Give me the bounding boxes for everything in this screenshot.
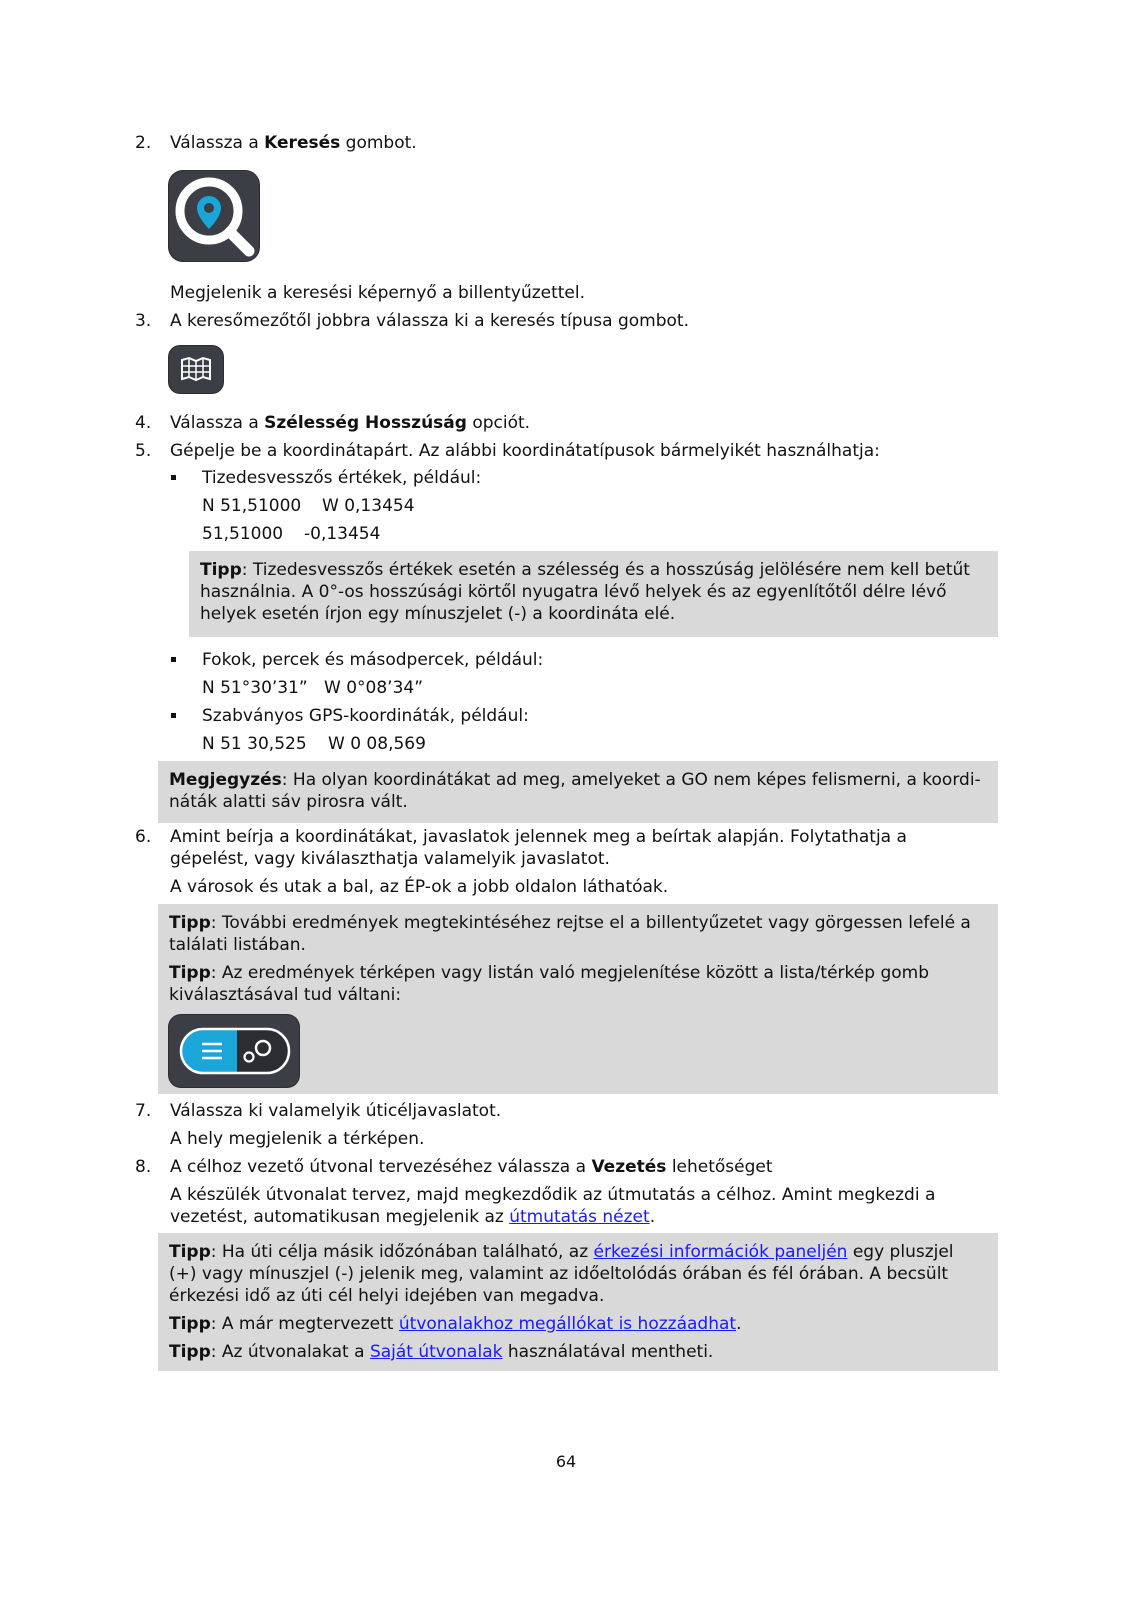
bullet-3-label: Szabványos GPS-koordináták, például: bbox=[202, 706, 529, 726]
step-number: 4. bbox=[135, 413, 152, 433]
tip-line: (+) vagy mínuszjel (-) jelenik meg, valamint az időeltolódás órában és fél órában. A becsült bbox=[169, 1264, 949, 1284]
example-value: N 51,51000 bbox=[202, 496, 302, 516]
bold-keyword: Vezetés bbox=[591, 1157, 667, 1177]
tip-line bbox=[200, 559, 970, 581]
tip-text: : Az útvonalakat a bbox=[210, 1342, 370, 1362]
step-text-part: . bbox=[649, 1207, 656, 1227]
step-text-part: Válassza a bbox=[170, 413, 265, 433]
tip-text: : Tizedesvesszős értékek esetén a szélesség és a hosszúság jelölésére nem kell betűt bbox=[241, 560, 970, 580]
step-3-text: A keresőmezőtől jobbra válassza ki a keresés típusa gombot. bbox=[170, 311, 689, 331]
tip-text: : A már megtervezett bbox=[210, 1314, 399, 1334]
step-number: 6. bbox=[135, 827, 152, 847]
step-text-part: lehetőséget bbox=[666, 1157, 773, 1177]
example-value: W 0,13454 bbox=[322, 496, 415, 516]
step-7-text: Válassza ki valamelyik úticéljavaslatot. bbox=[170, 1101, 502, 1121]
tip-label: Tipp bbox=[169, 1242, 211, 1262]
tip-box bbox=[158, 1233, 998, 1371]
step-8-text bbox=[170, 1206, 655, 1228]
step-2-note: Megjelenik a keresési képernyő a billentyűzettel. bbox=[170, 283, 586, 303]
step-text-part: opciót. bbox=[466, 413, 531, 433]
bullet-2-label: Fokok, percek és másodpercek, például: bbox=[202, 650, 544, 670]
note-line: náták alatti sáv pirosra vált. bbox=[169, 792, 408, 812]
tip-text: : További eredmények megtekintéséhez rejtse el a billentyűzetet vagy görgessen lefelé a bbox=[210, 913, 971, 933]
step-text-part: Válassza a bbox=[170, 133, 265, 153]
step-8-text: A készülék útvonalat tervez, majd megkezdődik az útmutatás a célhoz. Amint megkezdi a bbox=[170, 1185, 936, 1205]
note-box bbox=[158, 761, 998, 823]
search-type-button[interactable] bbox=[169, 346, 223, 393]
tip-label: Tipp bbox=[169, 1342, 211, 1362]
map-grid-icon bbox=[169, 346, 223, 393]
list-map-toggle-button[interactable] bbox=[169, 1015, 299, 1087]
page-number: 64 bbox=[555, 1452, 577, 1471]
search-pin-icon bbox=[169, 171, 259, 261]
tip-text: használatával mentheti. bbox=[502, 1342, 714, 1362]
step-5-text: Gépelje be a koordinátapárt. Az alábbi koordinátatípusok bármelyikét használhatja: bbox=[170, 441, 880, 461]
step-text-part: gombot. bbox=[340, 133, 417, 153]
example-value: N 51 30,525 bbox=[202, 734, 307, 754]
tip-line: érkezési idő az úti cél helyi idejében van megadva. bbox=[169, 1286, 605, 1306]
tip-line bbox=[169, 1241, 954, 1263]
guidance-view-link[interactable]: útmutatás nézet bbox=[509, 1207, 650, 1227]
example-value: -0,13454 bbox=[304, 524, 381, 544]
tip-label: Tipp bbox=[200, 560, 242, 580]
arrival-info-panel-link[interactable]: érkezési információk paneljén bbox=[593, 1242, 848, 1262]
example-value: W 0 08,569 bbox=[328, 734, 426, 754]
note-line bbox=[169, 769, 981, 791]
my-routes-link[interactable]: Saját útvonalak bbox=[369, 1342, 503, 1362]
tip-line bbox=[169, 912, 971, 934]
step-6-text: A városok és utak a bal, az ÉP-ok a jobb oldalon láthatóak. bbox=[170, 877, 669, 897]
tip-line: találati listában. bbox=[169, 935, 306, 955]
tip-label: Tipp bbox=[169, 1314, 211, 1334]
step-6-text: gépelést, vagy kiválaszthatja valamelyik javaslatot. bbox=[170, 849, 610, 869]
note-label: Megjegyzés bbox=[169, 770, 282, 790]
step-6-text: Amint beírja a koordinátákat, javaslatok jelennek meg a beírtak alapján. Folytathatja a bbox=[170, 827, 907, 847]
step-text-part: A célhoz vezető útvonal tervezéséhez válassza a bbox=[170, 1157, 592, 1177]
search-button[interactable] bbox=[169, 171, 259, 261]
bullet-1-label: Tizedesvesszős értékek, például: bbox=[202, 468, 482, 488]
example-value: W 0°08’34” bbox=[324, 678, 424, 698]
example-value: N 51°30’31” bbox=[202, 678, 308, 698]
tip-box bbox=[189, 551, 998, 637]
bullet-marker bbox=[171, 475, 176, 480]
step-number: 2. bbox=[135, 133, 152, 153]
tip-line: használnia. A 0°-os hosszúsági körtől nyugatra lévő helyek és az egyenlítőtől délre lévő bbox=[200, 582, 947, 602]
tip-text: : Az eredmények térképen vagy listán való megjelenítése között a lista/térkép gomb bbox=[210, 963, 929, 983]
tip-label: Tipp bbox=[169, 963, 211, 983]
note-text: : Ha olyan koordinátákat ad meg, amelyeket a GO nem képes felismerni, a koordi- bbox=[281, 770, 981, 790]
tip-line bbox=[169, 1341, 713, 1363]
tip-line bbox=[169, 1313, 741, 1335]
step-text-part: vezetést, automatikusan megjelenik az bbox=[170, 1207, 510, 1227]
step-number: 8. bbox=[135, 1157, 152, 1177]
tip-line bbox=[169, 962, 929, 984]
step-number: 5. bbox=[135, 441, 152, 461]
step-number: 7. bbox=[135, 1101, 152, 1121]
step-8-text bbox=[170, 1156, 773, 1178]
bullet-marker bbox=[171, 713, 176, 718]
tip-box bbox=[158, 904, 998, 1094]
step-4-text bbox=[170, 412, 530, 434]
list-map-toggle-icon bbox=[169, 1015, 299, 1087]
tip-line: kiválasztásával tud váltani: bbox=[169, 985, 402, 1005]
add-stops-link[interactable]: útvonalakhoz megállókat is hozzáadhat bbox=[398, 1314, 737, 1334]
tip-text: egy pluszjel bbox=[847, 1242, 954, 1262]
step-7-note: A hely megjelenik a térképen. bbox=[170, 1129, 425, 1149]
tip-text: . bbox=[736, 1314, 742, 1334]
tip-text: : Ha úti célja másik időzónában található, az bbox=[210, 1242, 594, 1262]
tip-line: helyek esetén írjon egy mínuszjelet (-) a koordináta elé. bbox=[200, 604, 676, 624]
example-value: 51,51000 bbox=[202, 524, 284, 544]
bold-keyword: Keresés bbox=[264, 133, 341, 153]
step-number: 3. bbox=[135, 311, 152, 331]
bold-keyword: Szélesség Hosszúság bbox=[264, 413, 467, 433]
tip-label: Tipp bbox=[169, 913, 211, 933]
step-2-text bbox=[170, 132, 417, 154]
bullet-marker bbox=[171, 657, 176, 662]
